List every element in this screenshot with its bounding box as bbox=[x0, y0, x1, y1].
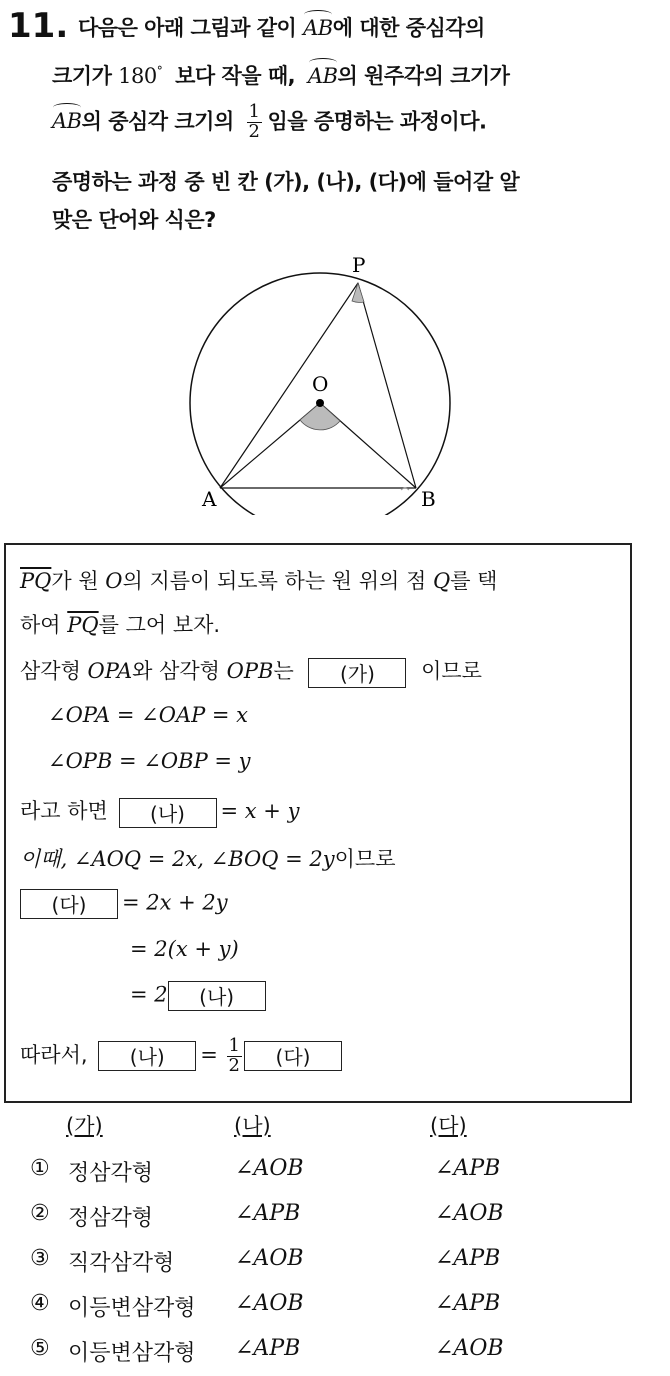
proof-text: 와 삼각형 bbox=[132, 659, 220, 683]
blank-na: (나) bbox=[98, 1041, 196, 1071]
question-text: 임을 증명하는 과정이다. bbox=[267, 109, 487, 134]
choice-1[interactable] bbox=[30, 1156, 650, 1196]
segment-pq: $\overline{PQ}$ bbox=[67, 613, 99, 637]
choice-number: ⑤ bbox=[30, 1336, 50, 1361]
choice-ga: 정삼각형 bbox=[68, 1206, 154, 1231]
question-text: 의 중심각 크기의 bbox=[81, 109, 234, 134]
angle-p-mark bbox=[352, 283, 364, 302]
choice-number: ③ bbox=[30, 1246, 50, 1271]
fraction-half bbox=[227, 1037, 242, 1076]
choice-4[interactable] bbox=[30, 1291, 650, 1331]
fraction-half bbox=[247, 103, 262, 142]
header-na: (나) bbox=[234, 1114, 271, 1138]
label-b: B bbox=[421, 487, 436, 511]
choice-da: ∠APB bbox=[435, 1246, 501, 1271]
choice-na: ∠AOB bbox=[235, 1291, 304, 1316]
proof-text: 를 그어 보자. bbox=[98, 613, 221, 637]
blank-da: (다) bbox=[244, 1041, 342, 1071]
center-point bbox=[316, 399, 324, 407]
proof-line-11 bbox=[20, 1037, 342, 1076]
choice-5[interactable] bbox=[30, 1336, 650, 1376]
proof-text: 따라서, bbox=[20, 1042, 88, 1067]
proof-text: 하여 bbox=[20, 613, 61, 637]
label-o: O bbox=[312, 372, 329, 396]
proof-text: 이므로 bbox=[334, 847, 396, 871]
proof-text: 라고 하면 bbox=[20, 799, 108, 823]
triangle-opa: OPA bbox=[87, 659, 133, 683]
question-text: 다음은 아래 그림과 같이 bbox=[78, 16, 297, 40]
var-q: Q bbox=[432, 569, 451, 593]
proof-expression: = 2x + 2y bbox=[122, 890, 228, 915]
proof-expression: = bbox=[200, 1042, 218, 1067]
choice-ga: 직각삼각형 bbox=[68, 1251, 175, 1276]
angle-o-mark bbox=[300, 403, 340, 430]
choice-ga: 이등변삼각형 bbox=[68, 1341, 196, 1366]
choice-number: ① bbox=[30, 1156, 50, 1181]
segment-pq: $\overline{PQ}$ bbox=[20, 569, 52, 593]
arc-ab-symbol: AB bbox=[52, 109, 82, 134]
proof-line-3 bbox=[20, 655, 482, 688]
question-text: 보다 작을 때, bbox=[175, 64, 296, 88]
proof-line-10 bbox=[130, 981, 266, 1011]
segment-pb bbox=[358, 283, 416, 488]
circle-figure bbox=[180, 250, 470, 515]
proof-line-9: = 2(x + y) bbox=[130, 937, 239, 961]
choice-da: ∠AOB bbox=[435, 1201, 504, 1226]
choice-da: ∠APB bbox=[435, 1156, 501, 1181]
question-line-2 bbox=[52, 60, 509, 90]
proof-line-6 bbox=[20, 795, 299, 828]
question-line-3 bbox=[52, 103, 486, 142]
proof-text: 삼각형 bbox=[20, 659, 81, 683]
segment-pa bbox=[220, 283, 358, 488]
choice-2[interactable] bbox=[30, 1201, 650, 1241]
proof-line-4: ∠OPA = ∠OAP = x bbox=[48, 703, 249, 727]
choice-3[interactable] bbox=[30, 1246, 650, 1286]
blank-ga: (가) bbox=[308, 658, 406, 688]
proof-text: 가 원 bbox=[51, 569, 99, 593]
degree-symbol: ° bbox=[156, 64, 163, 78]
choice-da: ∠AOB bbox=[435, 1336, 504, 1361]
question-text: 크기가 bbox=[52, 64, 112, 88]
label-p: P bbox=[352, 253, 366, 277]
question-line-1 bbox=[78, 12, 485, 42]
question-text: 에 대한 중심각의 bbox=[332, 16, 485, 40]
proof-text: 는 bbox=[273, 659, 294, 683]
fraction-denominator: 2 bbox=[248, 120, 260, 142]
choice-na: ∠APB bbox=[235, 1201, 301, 1226]
fraction-denominator: 2 bbox=[228, 1054, 240, 1076]
fraction-numerator: 1 bbox=[248, 101, 260, 122]
label-a: A bbox=[202, 487, 217, 511]
question-line-4: 증명하는 과정 중 빈 칸 (가), (나), (다)에 들어갈 알 bbox=[52, 170, 520, 194]
blank-da: (다) bbox=[20, 889, 118, 919]
arc-ab-symbol: AB bbox=[307, 64, 338, 88]
angle-value: 180 bbox=[118, 64, 157, 88]
choice-ga: 정삼각형 bbox=[68, 1161, 154, 1186]
question-line-5: 맞은 단어와 식은? bbox=[52, 208, 216, 232]
arc-ab-symbol: AB bbox=[303, 16, 333, 40]
var-o: O bbox=[105, 569, 123, 593]
proof-text: 를 택 bbox=[450, 569, 498, 593]
proof-expression: = x + y bbox=[220, 799, 300, 823]
fraction-numerator: 1 bbox=[228, 1035, 240, 1056]
proof-text: 이므로 bbox=[421, 659, 482, 683]
choice-na: ∠APB bbox=[235, 1336, 301, 1361]
blank-na: (나) bbox=[168, 981, 266, 1011]
proof-line-5: ∠OPB = ∠OBP = y bbox=[48, 749, 251, 773]
proof-line-1 bbox=[20, 565, 497, 595]
proof-expression: = 2 bbox=[130, 982, 168, 1007]
question-number: 11. bbox=[8, 6, 69, 46]
choice-na: ∠AOB bbox=[235, 1246, 304, 1271]
proof-line-8 bbox=[20, 889, 228, 919]
question-text: 의 원주각의 크기가 bbox=[337, 64, 510, 88]
choice-da: ∠APB bbox=[435, 1291, 501, 1316]
choice-na: ∠AOB bbox=[235, 1156, 304, 1181]
blank-na: (나) bbox=[119, 798, 217, 828]
choice-number: ② bbox=[30, 1201, 50, 1226]
header-ga: (가) bbox=[66, 1114, 103, 1138]
proof-line-2 bbox=[20, 609, 220, 639]
choice-ga: 이등변삼각형 bbox=[68, 1296, 196, 1321]
triangle-opb: OPB bbox=[226, 659, 274, 683]
proof-text: 의 지름이 되도록 하는 원 위의 점 bbox=[122, 569, 427, 593]
proof-box bbox=[4, 543, 632, 1103]
header-da: (다) bbox=[430, 1114, 467, 1138]
proof-line-7 bbox=[20, 843, 396, 873]
proof-expression: 이때, ∠AOQ = 2x, ∠BOQ = 2y bbox=[20, 847, 335, 871]
choice-number: ④ bbox=[30, 1291, 50, 1316]
